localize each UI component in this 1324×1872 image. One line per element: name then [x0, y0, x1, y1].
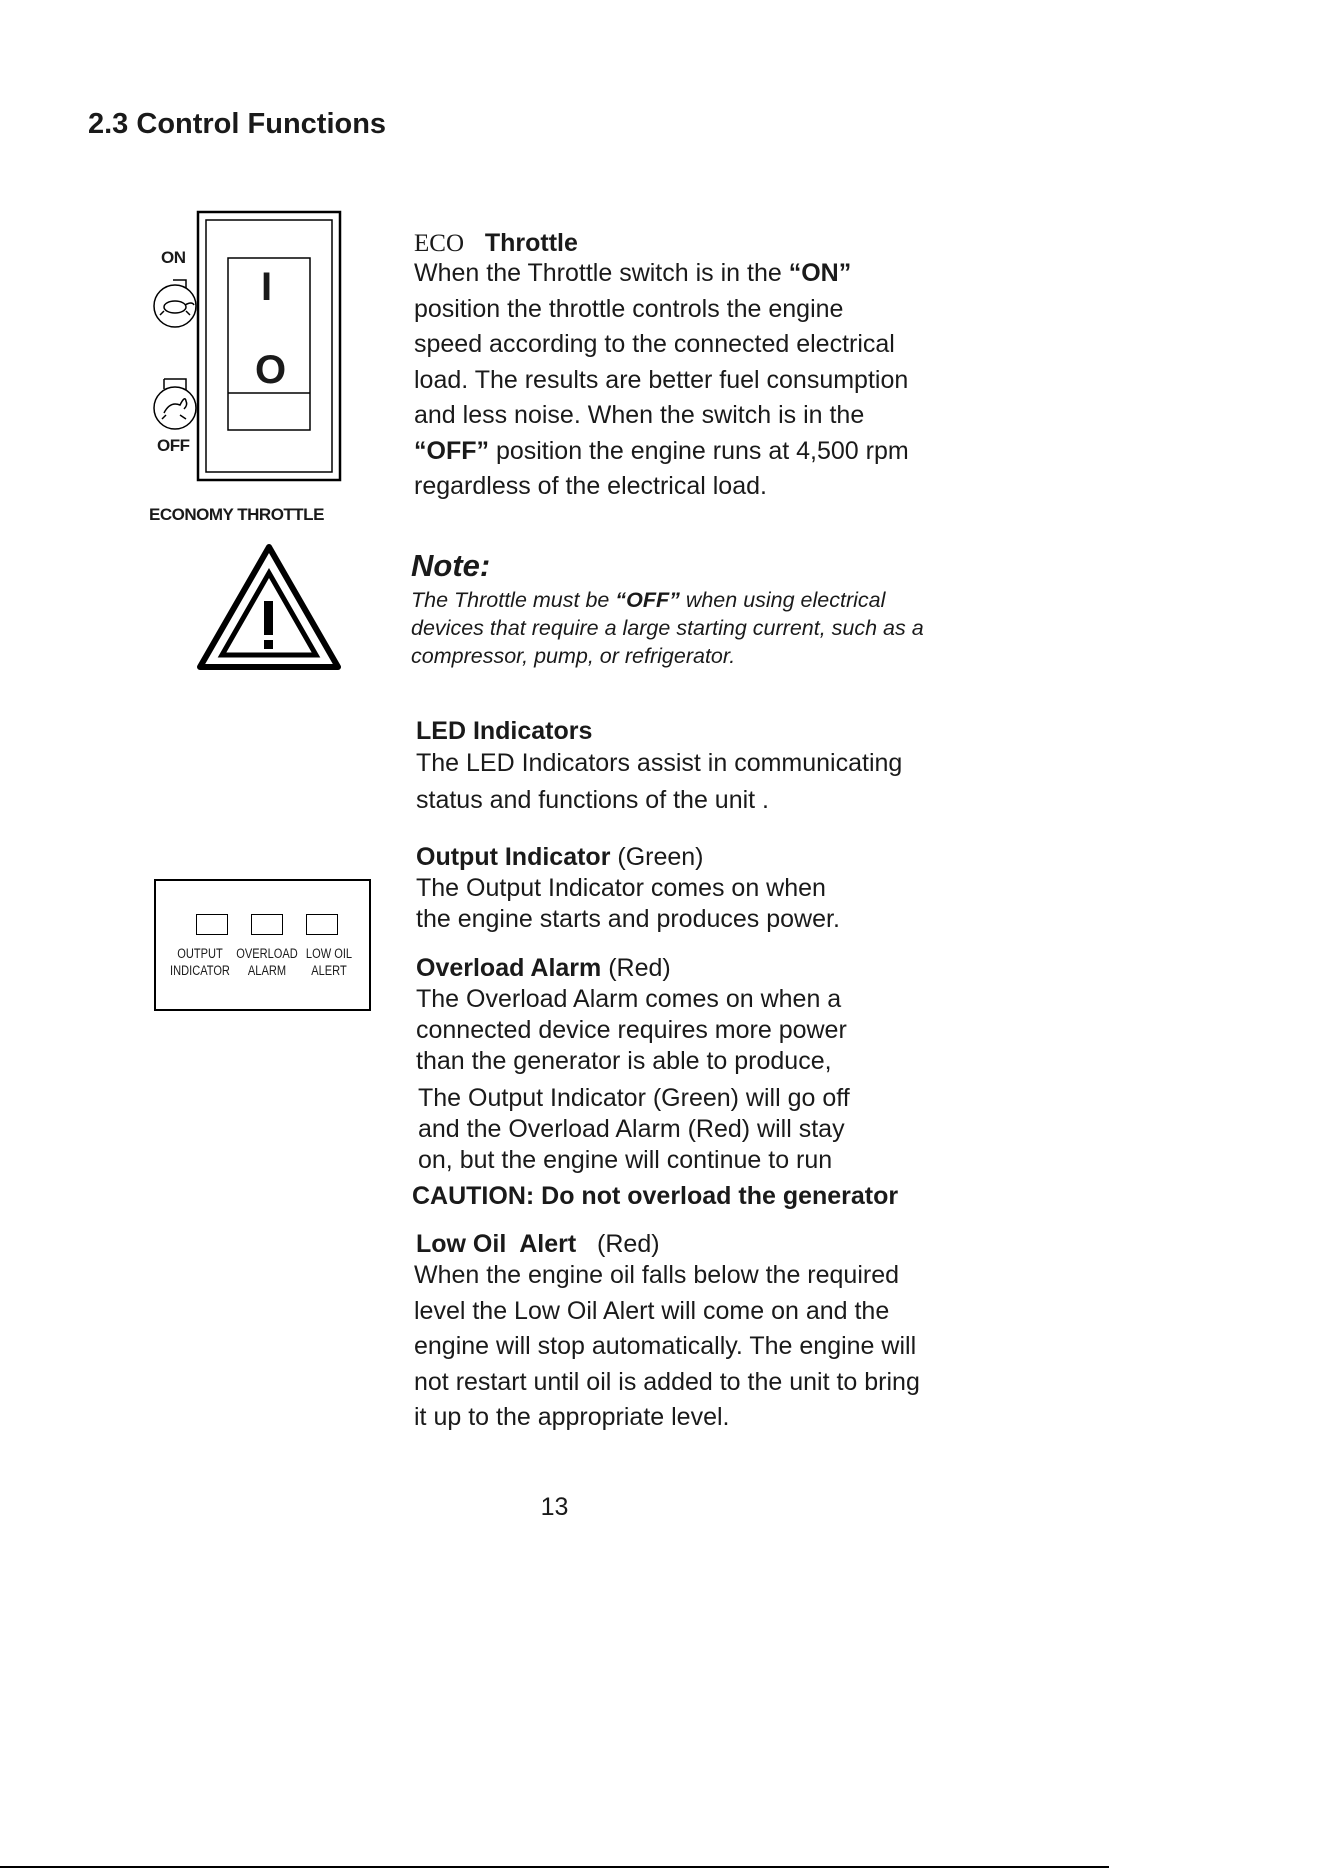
throttle-switch-figure — [140, 205, 350, 505]
rabbit-icon — [154, 379, 196, 429]
overload-line-5: and the Overload Alarm (Red) will stay — [418, 1115, 845, 1143]
lowoil-line-4: not restart until oil is added to the unit to bring — [414, 1367, 920, 1396]
output-body — [416, 873, 1016, 935]
led-overload-alarm — [251, 914, 283, 935]
bottom-rule — [0, 1866, 1109, 1868]
overload-body-2 — [418, 1083, 1018, 1176]
led-label-output: OUTPUT INDICATOR — [170, 946, 230, 978]
led-line-1: The LED Indicators assist in communicating — [416, 749, 903, 777]
led-heading: LED Indicators — [416, 717, 593, 745]
throttle-line-2: position the throttle controls the engine — [414, 294, 844, 323]
overload-line-3: than the generator is able to produce, — [416, 1047, 832, 1075]
overload-line-1: The Overload Alarm comes on when a — [416, 985, 842, 1013]
note-body — [411, 586, 1051, 670]
output-line-2: the engine starts and produces power. — [416, 905, 840, 933]
overload-line-6: on, but the engine will continue to run — [418, 1146, 833, 1174]
throttle-body — [414, 256, 1014, 505]
output-heading-line: Output Indicator (Green) — [416, 843, 704, 871]
turtle-icon — [154, 280, 196, 327]
output-heading: Output Indicator — [416, 843, 611, 871]
overload-line-4: The Output Indicator (Green) will go off — [418, 1084, 850, 1112]
led-line-2: status and functions of the unit . — [416, 786, 770, 814]
lowoil-line-3: engine will stop automatically. The engine will — [414, 1332, 917, 1360]
overload-line-2: connected device requires more power — [416, 1016, 847, 1044]
throttle-line-6: “OFF” position the engine runs at 4,500 rpm — [414, 436, 909, 465]
led-body — [416, 745, 1016, 819]
economy-throttle-caption: ECONOMY THROTTLE — [149, 505, 324, 524]
note-line-3: compressor, pump, or refrigerator. — [411, 644, 736, 668]
note-line-2: devices that require a large starting current, such as a — [411, 616, 924, 640]
overload-body — [416, 984, 1016, 1077]
on-label: ON — [161, 248, 186, 267]
note-line-1: The Throttle must be “OFF” when using electrical — [411, 588, 886, 612]
throttle-line-4: load. The results are better fuel consumption — [414, 365, 909, 394]
lowoil-heading-line: Low Oil Alert (Red) — [416, 1230, 660, 1258]
led-label-low-oil: LOW OIL ALERT — [305, 946, 353, 978]
throttle-line-3: speed according to the connected electrical — [414, 330, 895, 358]
throttle-heading: Throttle — [484, 229, 578, 257]
lowoil-line-2: level the Low Oil Alert will come on and the — [414, 1296, 890, 1325]
warning-icon — [196, 543, 342, 673]
section-title: 2.3 Control Functions — [88, 108, 387, 140]
lowoil-line-5: it up to the appropriate level. — [414, 1403, 730, 1431]
throttle-line-7: regardless of the electrical load. — [414, 472, 767, 500]
switch-o-mark: O — [255, 348, 287, 392]
lowoil-line-1: When the engine oil falls below the required — [414, 1261, 900, 1289]
off-label: OFF — [157, 436, 190, 455]
note-heading: Note: — [411, 548, 491, 583]
caution-text: CAUTION: Do not overload the generator — [412, 1182, 899, 1210]
lowoil-body — [414, 1258, 1054, 1436]
throttle-line-1: When the Throttle switch is in the “ON” — [414, 259, 852, 287]
overload-heading: Overload Alarm — [416, 954, 602, 982]
led-output-indicator — [196, 914, 228, 935]
overload-heading-line: Overload Alarm (Red) — [416, 954, 671, 982]
led-panel — [154, 879, 371, 1011]
eco-label: ECO — [414, 230, 464, 257]
lowoil-heading: Low Oil Alert — [416, 1230, 577, 1258]
output-line-1: The Output Indicator comes on when — [416, 874, 826, 902]
page-number: 13 — [540, 1493, 569, 1521]
led-label-overload: OVERLOAD ALARM — [236, 946, 298, 978]
switch-i-mark: I — [261, 265, 273, 309]
throttle-line-5: and less noise. When the switch is in the — [414, 401, 865, 429]
led-low-oil-alert — [306, 914, 338, 935]
